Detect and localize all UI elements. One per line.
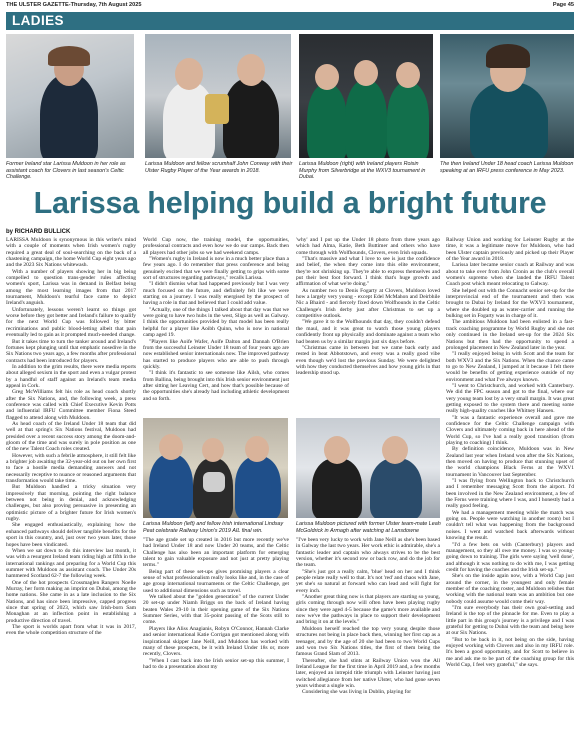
article-paragraph: She's on the inside again now, with a World Cup just around the corner, in the youngest and only female member of the coaching roster, and Muldoon relishes that working with the national team was an ambition but one nobody could assume would come their way. <box>446 573 574 605</box>
photo-caption: Larissa Muldoon pictured with former Ulster team-mate Leah McGoldrick in Armagh after watching at Lansdowne <box>296 521 441 534</box>
article-paragraph: With a number of players showing her in big being compelled to question trans-gender rules affecting women's sport, Larissa was in demand in Belfast being among the most learning images from that 2017 tournament, Muldoon's tearful face came to depict Ireland's anguish. <box>6 268 136 307</box>
article-paragraph: As head coach of the Ireland Under 18 team that did well at that spring's Six Nations festival, Muldoon had presided over a recent success story among the doom-and-gloom of the time and was surely in pole position as one of the new Talent Coach roles created. <box>6 420 136 453</box>
article-paragraph: Railway Union and working for Leinster Rugby at the time, it was a legitimate move for Muldoon, who had been Ulster captain previously and picked up their Player of the Year award in 2018. <box>446 237 574 263</box>
photo-awards <box>145 34 291 158</box>
article-paragraph: As number two to Denis Fogarty at Clovers, Muldoon loved how a largely very young - except Edel McMahon and Deirbhile Nic a Bhaird - and fiercely fixed down Wolfhounds in the Celtic Challenge's Irish derby just after Christmas to set up a competitive outlook. <box>296 287 440 320</box>
article-paragraph: World Cup now, the training model, the opportunities, professional contracts and even how we do our camps. Back then all players had other jobs so we had weekend camps. <box>143 237 289 256</box>
photo-caption: Larissa Muldoon (right) with Ireland players Roisin Murphy from Silverbridge at the WXV3 tournament in Dubai. <box>299 161 426 181</box>
article-paragraph: "Women's rugby in Ireland is now in a much better place than a few years ago. I do remember that press conference and being genuinely excited that we were finally getting to grips with some sort of structures regarding pathways," recalls Larissa. <box>143 256 289 282</box>
masthead-title: THE ULSTER GAZETTE-Thursday, 7th August 2025 <box>6 2 142 8</box>
article-paragraph: The ambitious Muldoon had been enlisted in a fast-track coaching programme by World Rugby and she not only continued in the Ireland set-up for the 2024 Six Nations but then had the opportunity to spend a prolonged placement in New Zealand later in the year. <box>446 319 574 351</box>
article-paragraph: We had a management meeting while the match was going on. People were watching in another room) but I couldn't tell what was happening from the background noises. I went and watched back afterwards without knowing the result. <box>446 509 574 542</box>
article-paragraph: "Another great thing now is that players are starting so young, girls coming through now will often have been playing rugby since they were aged 4-5 because the game's more available and now we've the pathways in place to support their development and bring it on at the levels." <box>296 594 440 626</box>
article-paragraph: "I'm sure everybody has their own goal-setting and Ireland is the top of the pinnacle for me. Even to play a little part in this group's journey is a privilege and I was grateful for getting to Dubai with the team and being here at our Six Nations. <box>446 604 574 637</box>
article-paragraph: Muldoon herself reached the top very young despite those structures not being in place back then, winning her first cap as a teenager, and by the age of 20 she had been to two World Cups and won two Six Nations titles, the first of them being the famous Grand Slam of 2013. <box>296 625 440 658</box>
article-paragraph: "I'd a few bets on with (Canterbury) players and management, so they all owe me money. I was so young-going down to training. The girls were saying 'well done', and although it was nothing to do with me, I was getting credit for having the coaches and the Irish set-up." <box>446 541 574 573</box>
photo-caption: Larissa Muldoon and fellow scrumhalf John Conway with their Ulster Rugby Player of the Year awards in 2018. <box>145 161 293 174</box>
article-column-1 <box>6 237 136 733</box>
article-paragraph: "I was flying from Wellington back to Christchurch and I remember messaging Scott from the airport. I'd been involved in the New Zealand environment, a few of the Ferns were training where I was, and I honestly had a really good feeling. <box>446 478 574 510</box>
page-number: Page 45 <box>552 2 574 8</box>
article-paragraph: Larissa later became senior coach at Railway and was about to take over from John Cronin as the club's overall women's supremo when she landed the IRFU Talent Coach post which meant relocating to Galway. <box>446 262 574 288</box>
article-column-3-top <box>296 237 440 414</box>
section-banner <box>6 12 574 30</box>
article-paragraph: She engaged enthusiastically, explaining how the enhanced pathways should deliver tangible benefits for the sport in this country, and, just over two years later, those hopes have been vindicated. <box>6 522 136 548</box>
article-paragraph: One of the hot prospects Crossmaglen Rangers Noelle Murray, her form making an imprint on Dubai, among the home nations. She came in as a late inclusion to the Six Nations, and has since been impressive, capped progress since that spring of 2023, which saw Irish-born Sam Monaghan at an inflection point in establishing a productive direction of travel. <box>6 579 136 624</box>
article-paragraph: "The age grade set up created in 2016 but more recently we've had Ireland Under 18 and now Under 20 teams, and the Celtic Challenge has also been an important platform for emerging talent to gain valuable exposure and not just at pretty playing terms." <box>143 537 289 569</box>
article-paragraph: "It was a fantastic experience overall and gave me confidence for the Celtic Challenge campaign with Clovers and ultimately coming back in here ahead of the World Cup, so I've had a really good transition (from playing to coaching) I think. <box>446 414 574 446</box>
article-column-4 <box>446 237 574 733</box>
photo-coach-clovers <box>6 34 134 158</box>
article-paragraph: Unfortunately, lessons weren't learnt so things got worse before they got better and Ireland's failure to qualify for the next World Cup was followed by bitter recriminations and public blood-letting albeit that pain eventually led to gain as it prompted much-needed change. <box>6 306 136 339</box>
article-paragraph: But Muldoon handled a tricky situation very impressively that morning, pointing the right balance between not being in denial, and acknowledging challenges, but also proving persuasive in presenting an optimistic picture of a brighter future for Irish women's rugby. <box>6 484 136 523</box>
article-paragraph: "That's massive and what I love to see is just the confidence and belief, the when they come into this elite environment, they're not shrinking up. They're able to express themselves and put their best foot forward. I think that's huge growth and affirmation of what we're doing." <box>296 256 440 288</box>
masthead <box>6 2 574 11</box>
article-paragraph: Players like Aliss Anagianis, Robyn O'Connor, Hannah Clarke and senior international Katie Corrigan got mentioned along with inspirational skipper Jane Neill, and Muldoon has worked with many of these prospects, be it with Ireland Under 18s or, more recently, Clovers. <box>143 625 289 658</box>
photo-caption: Former Ireland star Larissa Muldoon in her role as assistant coach for Clovers in last season's Celtic Challenge. <box>6 161 126 181</box>
article-paragraph: By definition coincidence, Muldoon was in New Zealand last year when Ireland won after the Six Nations, then moved on having to produce that stunning upset of the world champions Black Ferns at the WXV1 tournament in Vancouver last September. <box>446 446 574 478</box>
article-paragraph: However, with such a febrile atmosphere, it still felt like a brighter job awaiting the 32-year-old out on her own first to face a hostile media demanding answers and not necessarily receptive to nuance or reasoned arguments that transformation would take time. <box>6 452 136 485</box>
article-column-2-top <box>143 237 289 414</box>
photo-wxv3-dubai <box>299 34 433 158</box>
article-paragraph: "I didn't dismiss what had happened previously but I was very much focused on the future, and definitely felt like we were starting on a journey. I was really energised by the prospect of having a role in that and believed that I could add value. <box>143 281 289 307</box>
article-paragraph: Being part of these set-ups gives promising players a clear sense of what professionalism really looks like and, in the case of age group international tournaments or the Celtic Challenge, get used to additional dimensions such as travel. <box>143 568 289 594</box>
article-paragraph: Greg McWilliams felt his role as head coach shortly after the Six Nations, and, the following week, a press conference was called with Chief Executive Kevin Potts and influential IRFU Committee member Fiona Steed flagged to attend along with Muldoon. <box>6 389 136 421</box>
article-column-3 <box>296 537 440 733</box>
article-column-2 <box>143 537 289 733</box>
photo-ail-final <box>143 418 288 518</box>
section-title: LADIES <box>12 13 64 28</box>
article-byline: by RICHARD BULLICK <box>6 229 71 235</box>
article-paragraph: We talked about the "golden generation" of the current Under 20 set-up under Niamh Briggs on the back of Ireland having beaten Wales 29-10 in their opening game of the Six Nations Summer Series, with that 35-point passing of the Scots still to come. <box>143 594 289 626</box>
article-paragraph: Considering she was living in Dublin, playing for <box>302 689 412 696</box>
article-paragraph: 'why' and I put up the Under 18 photo from three years ago which had Alma, Katie, Beth Buttimer and others who have come through with Wolfhounds, Clovers, even Irish squads. <box>296 237 440 256</box>
article-paragraph: The sport is worlds apart from what it was in 2017, even the whole competition structure of the <box>6 623 136 637</box>
photo-press-conference <box>440 34 574 158</box>
article-paragraph: In addition to the grim results, there were media reports about alleged sexism in the sport and even a vulgar protest by a handful of staff against an Ireland's team media appeal in Cork. <box>6 363 136 389</box>
article-headline: Larissa helping build a bright future <box>33 186 547 220</box>
photo-caption: The then Ireland Under 18 head coach Larissa Muldoon speaking at an IRFU press conference in May 2023. <box>440 161 574 174</box>
article-paragraph: "I went to Christchurch, and worked with Canterbury. We did the FPC season and got to the final, where our very young team lost by a very small margin. It was great getting exposed to the system there and meeting some really high-quality coaches like Whitney Hansen. <box>446 382 574 415</box>
article-paragraph: She helped out with the Connacht senior set-up for the interprovincial end of the tournament and then was brought to Dubai by Ireland for the WXV3 tournament, where she doubled up as water-carrier and running the bulking set in Fogarty was in charge of it. <box>446 287 574 320</box>
article-paragraph: Thereafter, she had stints at Railway Union won the All Ireland League for the first time in April 2019 and, a few months later, enjoyed an intrepid title triumph with Leinster having just switched allegiance from her native Ulster, who had gone seven years without a single win. <box>296 657 440 689</box>
article-paragraph: "I really enjoyed being in with Scott and the team for both WXV3 and the Six Nations. When the chance came to go to New Zealand, I jumped at it because I felt there would be benefits of getting experience outside of my environment and what I've always known. <box>446 351 574 383</box>
article-paragraph: "I think it's fantastic to see someone like Ailsh, who comes from Ballina, being brought into this Irish senior environment just after sitting her Leaving Cert, and how that's possible because of the opportunities she's already had including athletic development and so forth. <box>143 370 289 402</box>
article-paragraph: "Actually, one of the things I talked about that day was that we were going to have two hubs in the west, Sligo as well as Galway. I think the opportunities provided by that model has been really helpful for a player like Aoibh Quinn, who is now in national camp aged 19. <box>143 306 289 339</box>
article-paragraph: "But to be back in it, not being on the side, having enjoyed working with Clovers and also in my IRFU role. It's been a good opportunity, and for Scott to believe in me and ask me to be part of the coaching group for this World Cup, I feel very grateful," she says. <box>446 636 574 669</box>
article-paragraph: But it takes time to turn the tanker around and Ireland's fortunes kept plunging until that emphatic nosedive in the Six Nations two years ago, a few months after professional contracts had been introduced for players. <box>6 338 136 364</box>
article-paragraph: "When I cast back into the Irish senior set-up this summer, I had to do a presentation about my <box>143 657 289 670</box>
article-paragraph: When we sat down to do this interview last month, it was with a resurgent Ireland team riding high at fifth in the international rankings and preparing for a World Cup this summer with Muldoon as assistant coach. The Under 20s hammered Scotland 62-7 the following week. <box>6 547 136 580</box>
article-paragraph: "We gave it to the Wolfhounds that day, they couldn't defend the maul, and it was great to watch those young players confidently front up physically and dominate against a team who had beaten us by a similar margin just six days before. <box>296 319 440 345</box>
article-paragraph: "She's just got a really calm, 'blue' head on her and I think people relate really well to that. It's not 'red' and chaos with Jane, yet she's so natural at forward who can lead and will fight for every inch. <box>296 568 440 594</box>
article-paragraph: LARISSA Muldoon is synonymous in this writer's mind with a couple of moments when Irish women's rugby required a great deal of soul-searching on the back of a chastening campaign, the home World Cup eight years ago and the 2023 Six Nations whitewash. <box>6 237 136 269</box>
article-paragraph: "Christmas came in between but we came back early and rested in beat Abbotstown, and every was a really good vibe even though we'd lost the previous Sunday. We were delighted with how they conducted themselves and how young girls in that leadership stood up. <box>296 344 440 377</box>
article-paragraph: "I've been very lucky to work with Jane Neill as she's been based in Galway the last two years. Her work ethic is admirable, she's a fantastic leader and captain who always strives to be the best version, whether it's second row or back row, and do the job for the team. <box>296 537 440 569</box>
photo-caption: Larissa Muldoon (left) and fellow Irish international Lindsay Peat celebrate Railway Union's 2019 AIL final win. <box>143 521 284 534</box>
photo-lansdowne <box>296 418 440 518</box>
article-paragraph: "Players like Aoife Wafer, Aoife Dalton and Dannah O'Brien from the successful Leinster Under 18 team of four years ago are now established senior internationals now. The improved pathway has started to produce players who are able to push through quickly. <box>143 338 289 370</box>
